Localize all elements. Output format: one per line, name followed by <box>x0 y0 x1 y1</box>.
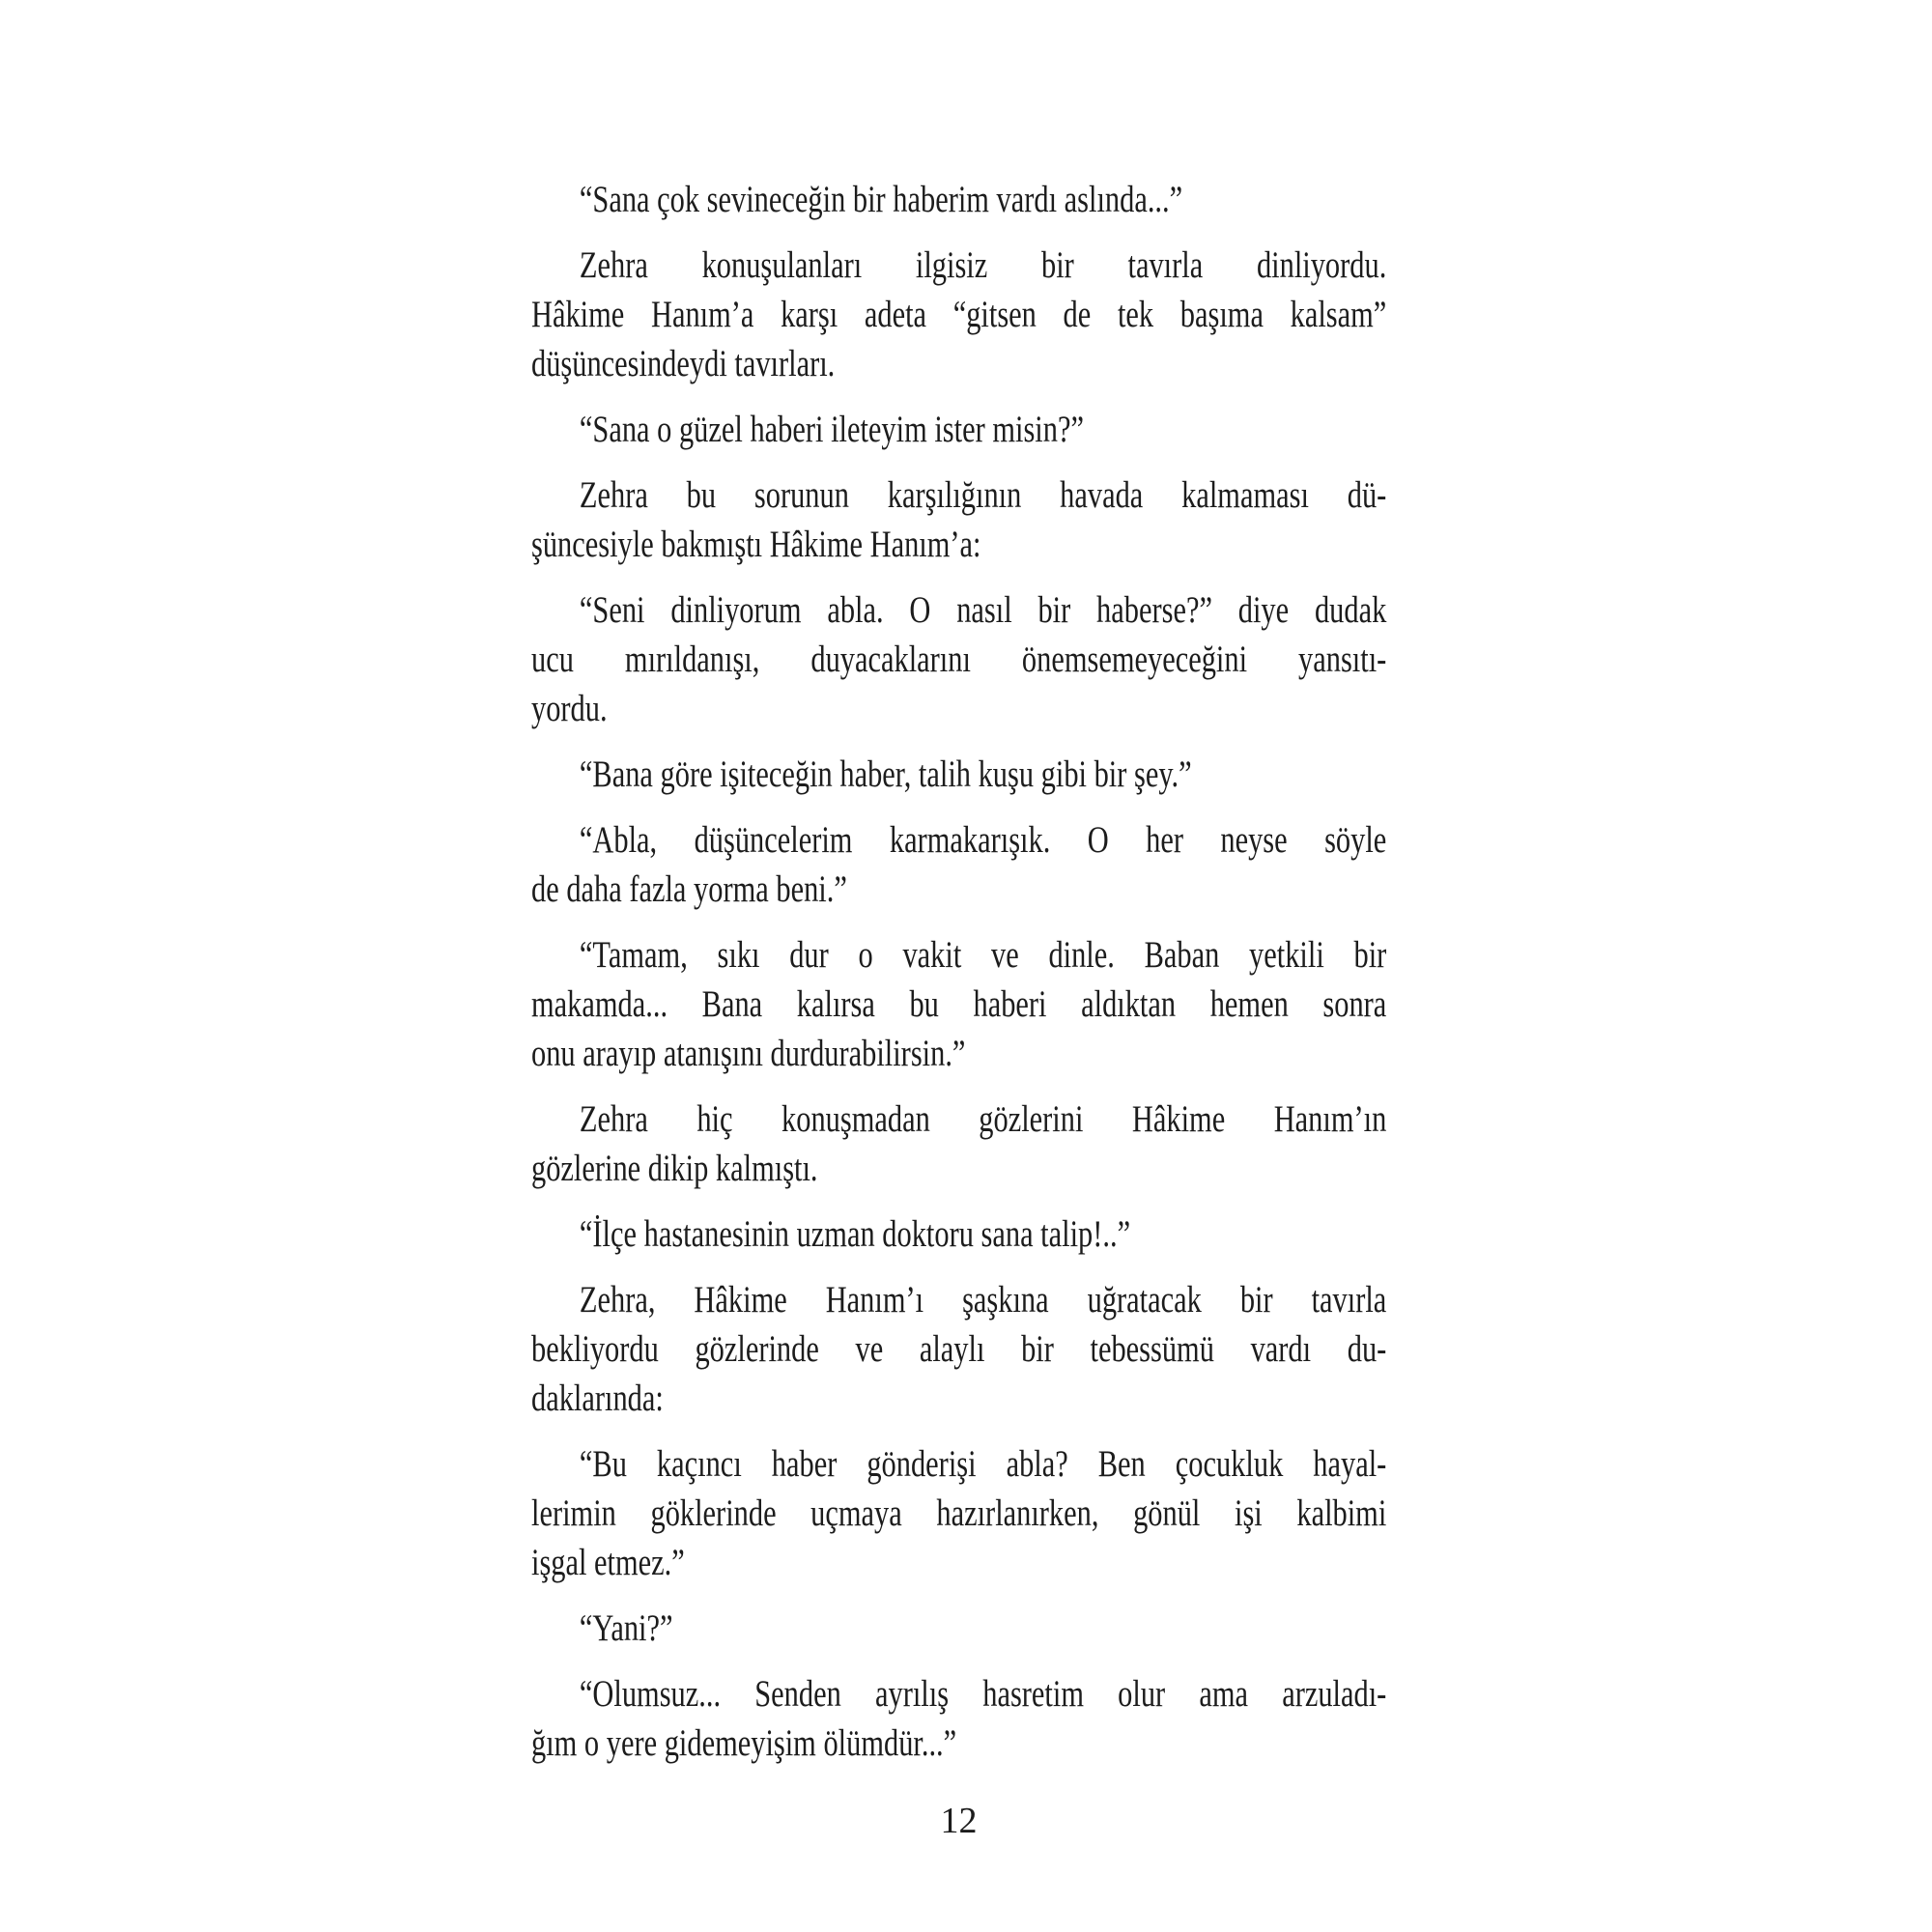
text-line: “Tamam, sıkı dur o vakit ve dinle. Baban yetkili bir <box>579 934 1387 976</box>
text-line: Zehra konuşulanları ilgisiz bir tavırla dinliyordu. <box>579 244 1387 286</box>
text-line: bekliyordu gözlerinde ve alaylı bir tebessümü vardı du- <box>531 1328 1387 1370</box>
text-line: “Sana o güzel haberi ileteyim ister misin?” <box>579 409 1084 450</box>
paragraph <box>531 1209 1386 1259</box>
text-line: düşüncesindeydi tavırları. <box>531 343 836 384</box>
paragraph <box>531 470 1386 569</box>
text-line: Hâkime Hanım’a karşı adeta “gitsen de tek başıma kalsam” <box>531 294 1387 335</box>
text-line: Zehra bu sorunun karşılığının havada kalmaması dü- <box>579 474 1387 516</box>
text-line: “Sana çok sevineceğin bir haberim vardı aslında...” <box>579 179 1183 220</box>
text-line: işgal etmez.” <box>531 1542 685 1583</box>
paragraph <box>531 815 1386 914</box>
paragraph <box>531 1275 1386 1423</box>
text-line: daklarında: <box>531 1378 664 1419</box>
page-number: 12 <box>940 1801 978 1841</box>
text-line: ucu mırıldanışı, duyacaklarını önemsemeyeceğini yansıtı- <box>531 639 1387 680</box>
text-line: “Yani?” <box>579 1607 673 1649</box>
text-line: de daha fazla yorma beni.” <box>531 868 847 910</box>
text-line: makamda... Bana kalırsa bu haberi aldıktan hemen sonra <box>531 983 1387 1025</box>
paragraph <box>531 750 1386 799</box>
text-line: “İlçe hastanesinin uzman doktoru sana talip!..” <box>579 1213 1131 1255</box>
text-line: “Olumsuz... Senden ayrılış hasretim olur ama arzuladı- <box>579 1673 1387 1715</box>
paragraph <box>531 405 1386 454</box>
text-line: yordu. <box>531 688 608 729</box>
text-line: “Seni dinliyorum abla. O nasıl bir haberse?” diye dudak <box>579 589 1387 631</box>
text-line: gözlerine dikip kalmıştı. <box>531 1148 818 1189</box>
paragraph <box>531 175 1386 224</box>
text-block <box>531 175 1386 1768</box>
text-line: Zehra hiç konuşmadan gözlerini Hâkime Hanım’ın <box>579 1098 1387 1140</box>
text-line: ğım o yere gidemeyişim ölümdür...” <box>531 1722 957 1764</box>
text-line: Zehra, Hâkime Hanım’ı şaşkına uğratacak bir tavırla <box>579 1279 1387 1321</box>
paragraph <box>531 1604 1386 1653</box>
paragraph <box>531 1669 1386 1768</box>
paragraph <box>531 241 1386 388</box>
text-line: lerimin göklerinde uçmaya hazırlanırken, gönül işi kalbimi <box>531 1492 1387 1534</box>
paragraph <box>531 1094 1386 1193</box>
text-line: şüncesiyle bakmıştı Hâkime Hanım’a: <box>531 524 981 565</box>
paragraph <box>531 585 1386 733</box>
text-line: “Abla, düşüncelerim karmakarışık. O her neyse söyle <box>579 819 1387 861</box>
text-line: “Bana göre işiteceğin haber, talih kuşu gibi bir şey.” <box>579 753 1192 795</box>
text-line: onu arayıp atanışını durdurabilirsin.” <box>531 1033 966 1074</box>
text-line: “Bu kaçıncı haber gönderişi abla? Ben çocukluk hayal- <box>579 1443 1387 1485</box>
paragraph <box>531 1439 1386 1587</box>
paragraph <box>531 930 1386 1078</box>
